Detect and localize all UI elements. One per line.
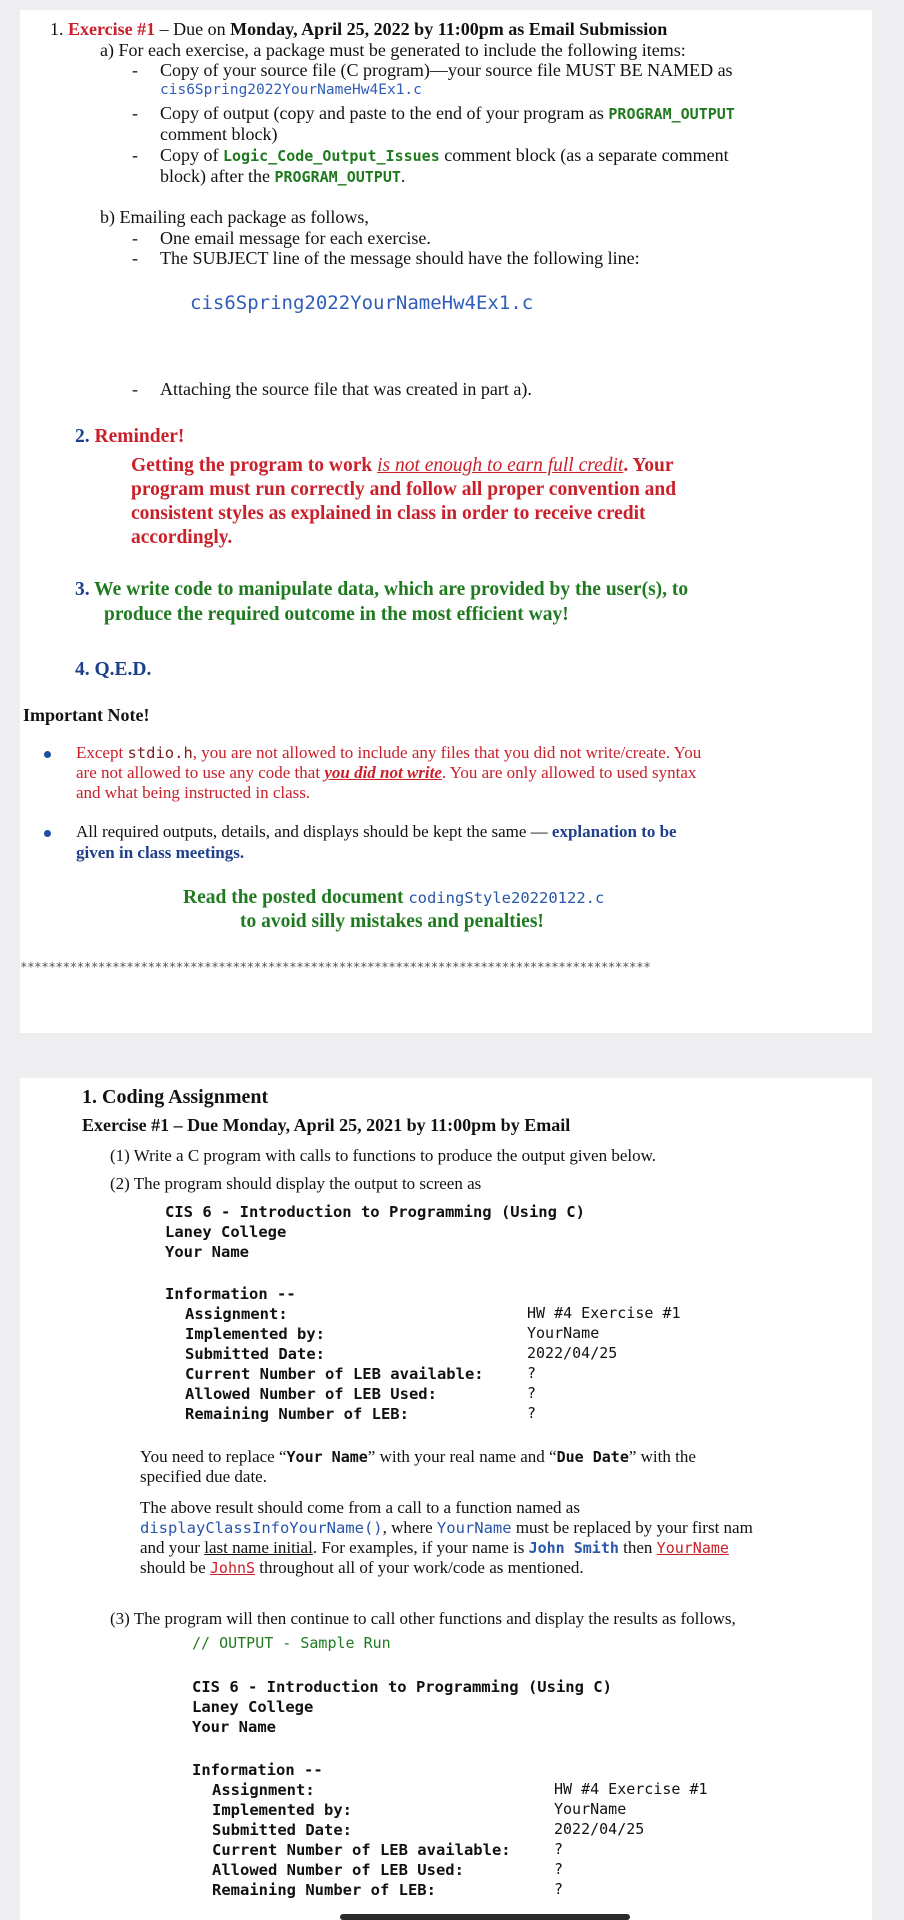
item-b-label: b) xyxy=(100,207,115,227)
output1-row-label: Implemented by: xyxy=(185,1325,325,1343)
last-name-initial-underlined: last name initial xyxy=(204,1538,313,1557)
output1-row-label: Remaining Number of LEB: xyxy=(185,1405,409,1423)
reminder-underlined: is not enough to earn full credit xyxy=(377,455,624,476)
item-b1: One email message for each exercise. xyxy=(160,228,431,248)
reminder-number: 2. xyxy=(75,426,90,447)
function-name-code: displayClassInfoYourName() xyxy=(140,1519,383,1537)
a3-line2-pre: block) after the xyxy=(160,166,275,186)
step-1: (1) Write a C program with calls to functions to produce the output given below. xyxy=(110,1146,657,1165)
result-l4-post: throughout all of your work/code as mentioned. xyxy=(255,1558,584,1577)
note-1-line-3: and what being instructed in class. xyxy=(76,783,311,802)
output2-info: Information -- xyxy=(192,1761,323,1779)
dash-b3: - xyxy=(132,379,138,399)
coding-style-filename: codingStyle20220122.c xyxy=(408,889,605,907)
item-a-text: For each exercise, a package must be generated to include the following items: xyxy=(118,40,686,60)
output2-line3: Your Name xyxy=(192,1718,276,1736)
output2-row-value: HW #4 Exercise #1 xyxy=(554,1780,708,1798)
a3-text-pre: Copy of xyxy=(160,145,223,165)
output1-row-value: ? xyxy=(527,1364,537,1382)
result-l2-mid: , where xyxy=(382,1518,437,1537)
output1-row-value: HW #4 Exercise #1 xyxy=(527,1304,681,1322)
exercise-label: Exercise #1 xyxy=(68,19,156,39)
item-b2: The SUBJECT line of the message should have the following line: xyxy=(160,248,640,268)
note-1-pre: Except xyxy=(76,743,128,762)
item-a xyxy=(100,40,686,61)
replace-post: ” with the xyxy=(628,1447,696,1466)
a3-text-post: comment block (as a separate comment xyxy=(439,145,729,165)
item-a1-line1: Copy of your source file (C program)—your source file MUST BE NAMED as xyxy=(160,60,733,80)
result-l3-pre: and your xyxy=(140,1538,205,1557)
output1-row-label: Allowed Number of LEB Used: xyxy=(185,1385,437,1403)
step-2: (2) The program should display the output to screen as xyxy=(110,1174,482,1193)
logic-code-output-issues-code: Logic_Code_Output_Issues xyxy=(223,147,440,165)
output1-row-value: ? xyxy=(527,1384,537,1402)
output2-row-value: ? xyxy=(554,1860,564,1878)
item-b xyxy=(100,207,369,228)
johns-code: JohnS xyxy=(209,1559,256,1577)
output1-line1: CIS 6 - Introduction to Programming (Using C) xyxy=(165,1203,585,1221)
john-smith-code: John Smith xyxy=(528,1539,619,1557)
point-3-number: 3. xyxy=(75,579,90,600)
result-l3-then: then xyxy=(618,1538,657,1557)
program-output-code-2: PROGRAM_OUTPUT xyxy=(274,168,401,186)
item-b3: Attaching the source file that was created in part a). xyxy=(160,379,532,399)
exercise-due-prefix: – Due on xyxy=(155,19,231,39)
output2-row-label: Assignment: xyxy=(212,1781,315,1799)
item-b-text: Emailing each package as follows, xyxy=(119,207,369,227)
reminder-line-1 xyxy=(131,454,674,478)
document-page-1 xyxy=(20,10,872,1033)
dash-a2: - xyxy=(132,103,138,123)
note-2-bold: explanation to be xyxy=(551,822,677,841)
sample-run-comment: // OUTPUT - Sample Run xyxy=(192,1634,391,1652)
stdio-code: stdio.h xyxy=(127,744,193,762)
point-3-line-1: We write code to manipulate data, which are provided by the user(s), to xyxy=(94,579,689,600)
output1-line3: Your Name xyxy=(165,1243,249,1261)
step-3: (3) The program will then continue to call other functions and display the results as follows, xyxy=(110,1609,736,1628)
output2-row-label: Implemented by: xyxy=(212,1801,352,1819)
dash-a1: - xyxy=(132,60,138,80)
replace-line-1 xyxy=(140,1447,696,1467)
output1-row-label: Submitted Date: xyxy=(185,1345,325,1363)
a2-text: Copy of output (copy and paste to the end of your program as xyxy=(160,103,609,123)
item-a-label: a) xyxy=(100,40,114,60)
item-a2-line2: comment block) xyxy=(160,124,278,144)
note-1-l2-post: . You are only allowed to used syntax xyxy=(441,763,697,782)
output1-row-label: Current Number of LEB available: xyxy=(185,1365,484,1383)
exercise-number: 1. xyxy=(50,19,64,39)
item-a3-line1 xyxy=(160,145,729,167)
result-line-2 xyxy=(140,1518,753,1538)
reminder-line-2: program must run correctly and follow all proper convention and xyxy=(131,479,677,500)
result-line-3 xyxy=(140,1538,729,1558)
output2-row-value: 2022/04/25 xyxy=(554,1820,645,1838)
replace-mid: ” with your real name and “ xyxy=(367,1447,557,1466)
output1-row-value: YourName xyxy=(527,1324,600,1342)
output2-row-value: ? xyxy=(554,1840,564,1858)
output2-row-label: Allowed Number of LEB Used: xyxy=(212,1861,464,1879)
read-doc-pre: Read the posted document xyxy=(183,887,409,908)
output2-row-value: ? xyxy=(554,1880,564,1898)
output2-line2: Laney College xyxy=(192,1698,314,1716)
point-3-line-2: produce the required outcome in the most efficient way! xyxy=(104,604,569,625)
yourname-red-code: YourName xyxy=(656,1539,729,1557)
item-a1-filename xyxy=(160,81,422,99)
output1-line2: Laney College xyxy=(165,1223,287,1241)
result-l2-post: must be replaced by your first nam xyxy=(511,1518,753,1537)
note-2-line-2: given in class meetings. xyxy=(76,843,245,862)
dash-a3: - xyxy=(132,145,138,165)
note-1-line-1 xyxy=(76,743,701,763)
point-3 xyxy=(75,578,688,602)
output1-info: Information -- xyxy=(165,1285,296,1303)
exercise-1-heading xyxy=(50,19,667,40)
a3-line2-post: . xyxy=(400,166,406,186)
subject-line: cis6Spring2022YourNameHw4Ex1.c xyxy=(190,292,534,314)
output2-row-label: Remaining Number of LEB: xyxy=(212,1881,436,1899)
result-l4-pre: should be xyxy=(140,1558,210,1577)
read-doc-line-2: to avoid silly mistakes and penalties! xyxy=(240,911,544,932)
coding-assignment-title: 1. Coding Assignment xyxy=(82,1086,269,1108)
result-line-1: The above result should come from a call to a function named as xyxy=(140,1498,580,1517)
bullet-dot-2 xyxy=(44,830,51,837)
item-a3-line2 xyxy=(160,166,405,188)
source-filename: cis6Spring2022YourNameHw4Ex1.c xyxy=(160,82,422,98)
note-1-line-2 xyxy=(76,763,696,783)
point-4-qed: 4. Q.E.D. xyxy=(75,659,152,680)
output2-row-value: YourName xyxy=(554,1800,627,1818)
home-indicator-bar[interactable] xyxy=(340,1914,630,1920)
exercise-due-line: Exercise #1 – Due Monday, April 25, 2021 by 11:00pm by Email xyxy=(82,1115,571,1135)
dash-b2: - xyxy=(132,248,138,268)
output2-row-label: Current Number of LEB available: xyxy=(212,1841,511,1859)
reminder-l1-post: . Your xyxy=(623,455,674,476)
program-output-code: PROGRAM_OUTPUT xyxy=(608,105,735,123)
result-line-4 xyxy=(140,1558,584,1578)
result-l3-mid: . For examples, if your name is xyxy=(312,1538,529,1557)
reminder-line-4: accordingly. xyxy=(131,527,233,548)
reminder-title: Reminder! xyxy=(94,426,185,447)
output1-row-label: Assignment: xyxy=(185,1305,288,1323)
yourname-code: YourName xyxy=(436,1519,512,1537)
document-page-2 xyxy=(20,1078,872,1920)
item-a2-line1 xyxy=(160,103,735,125)
reminder-heading xyxy=(75,425,184,449)
dash-b1: - xyxy=(132,228,138,248)
replace-pre: You need to replace “ xyxy=(140,1447,287,1466)
important-note-title: Important Note! xyxy=(23,705,150,725)
output2-row-label: Submitted Date: xyxy=(212,1821,352,1839)
bullet-dot-1 xyxy=(44,751,51,758)
output2-line1: CIS 6 - Introduction to Programming (Using C) xyxy=(192,1678,612,1696)
asterisk-divider: ***************************************************************************************** xyxy=(20,959,651,974)
read-doc-line-1 xyxy=(183,886,604,910)
note-1-underlined: you did not write xyxy=(324,763,442,782)
reminder-l1-pre: Getting the program to work xyxy=(131,455,378,476)
output1-row-value: ? xyxy=(527,1404,537,1422)
reminder-line-3: consistent styles as explained in class in order to receive credit xyxy=(131,503,646,524)
output1-row-value: 2022/04/25 xyxy=(527,1344,618,1362)
note-2-pre: All required outputs, details, and displays should be kept the same — xyxy=(76,822,552,841)
note-1-l2-pre: are not allowed to use any code that xyxy=(76,763,325,782)
replace-your-name: Your Name xyxy=(286,1448,368,1466)
exercise-due-date: Monday, April 25, 2022 by 11:00pm as Email Submission xyxy=(230,19,668,39)
replace-line-2: specified due date. xyxy=(140,1467,267,1486)
replace-due-date: Due Date xyxy=(556,1448,629,1466)
note-1-post: , you are not allowed to include any files that you did not write/create. You xyxy=(192,743,702,762)
note-2-line-1 xyxy=(76,822,677,842)
